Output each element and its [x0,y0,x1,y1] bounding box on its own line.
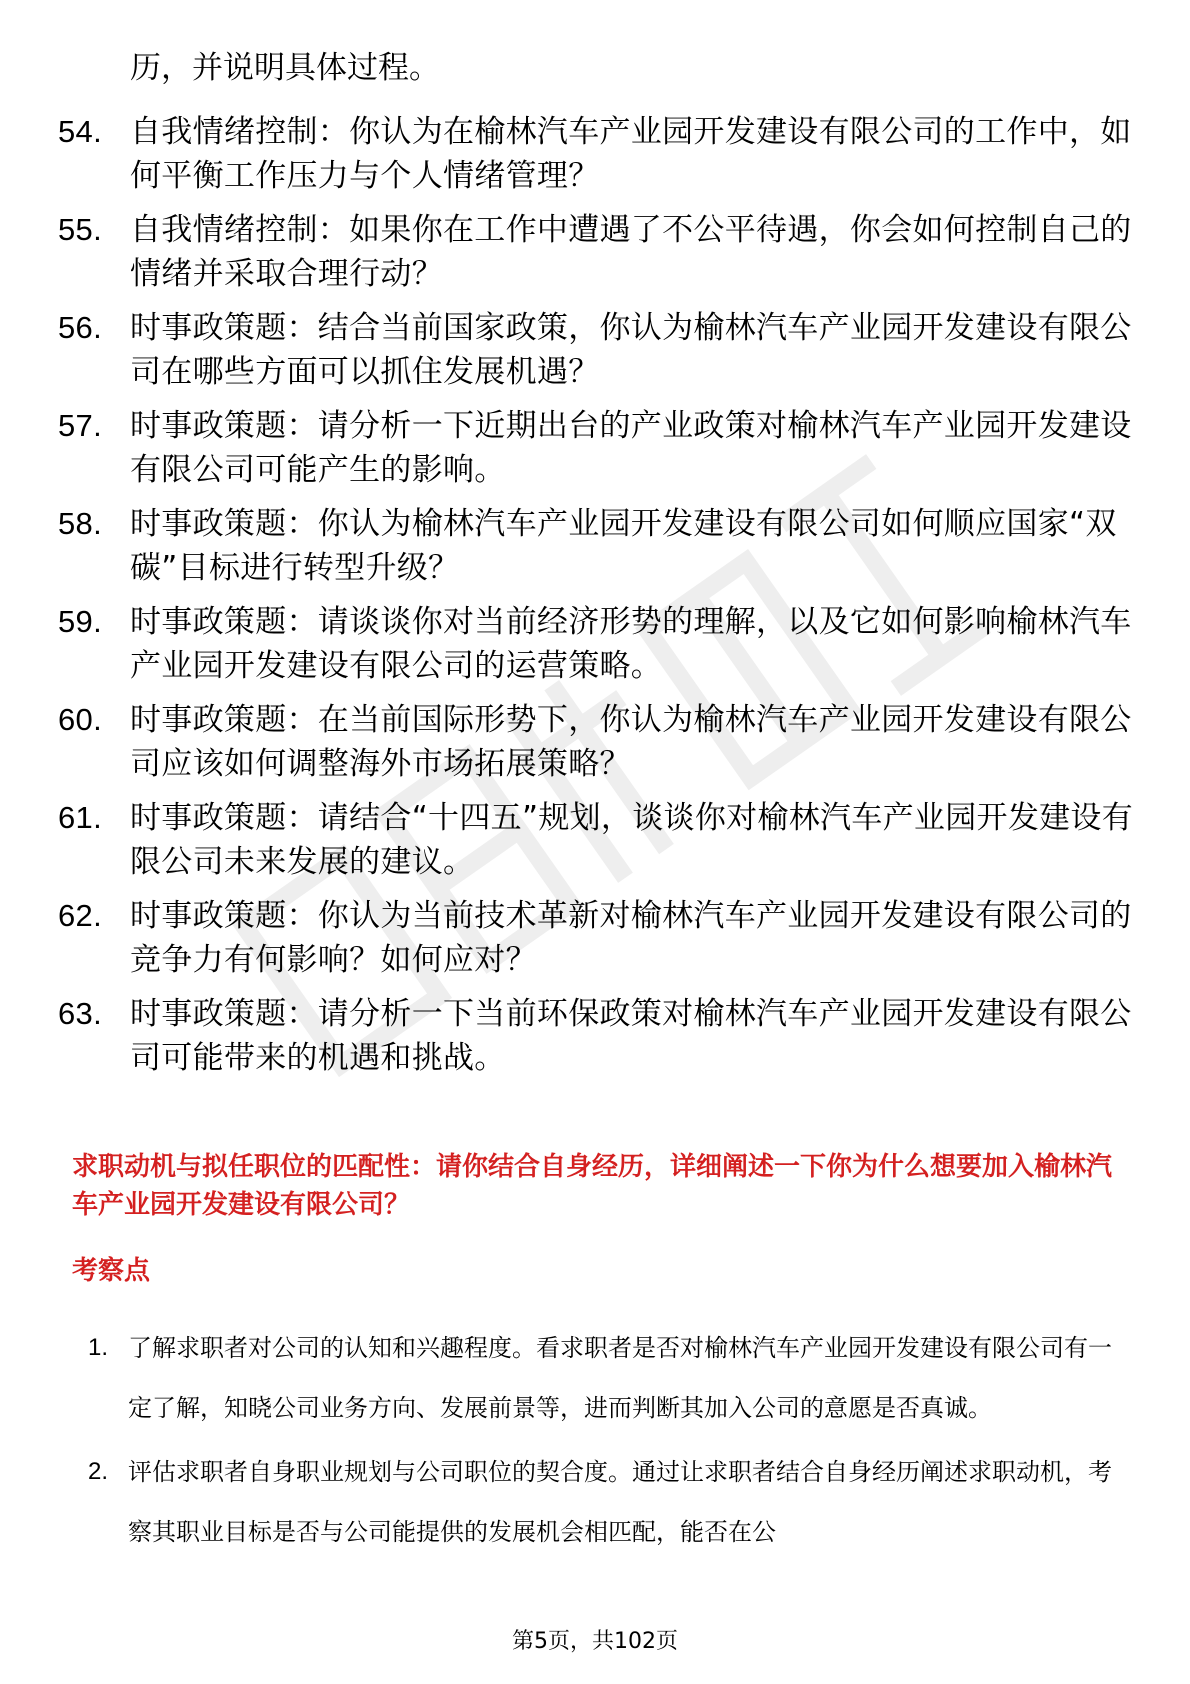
item-text: 了解求职者对公司的认知和兴趣程度。看求职者是否对榆林汽车产业园开发建设有限公司有一定了解，知晓公司业务方向、发展前景等，进而判断其加入公司的意愿是否真诚。 [128,1334,1112,1422]
page-footer: 第5页，共102页 [512,1629,678,1654]
item-text: 时事政策题：请结合“十四五”规划，谈谈你对榆林汽车产业园开发建设有限公司未来发展的建议。 [130,800,1134,880]
item-number: 60. [58,702,102,737]
section-heading: 求职动机与拟任职位的匹配性：请你结合自身经历，详细阐述一下你为什么想要加入榆林汽车产业园开发建设有限公司？ [72,1152,1113,1220]
list-item [58,208,1138,296]
item-number: 61. [58,800,102,835]
item-text: 评估求职者自身职业规划与公司职位的契合度。通过让求职者结合自身经历阐述求职动机，考察其职业目标是否与公司能提供的发展机会相匹配，能否在公 [128,1458,1112,1546]
item-text: 时事政策题：请分析一下当前环保政策对榆林汽车产业园开发建设有限公司可能带来的机遇和挑战。 [130,996,1132,1076]
continuation-text: 历，并说明具体过程。 [130,50,440,86]
list-item [58,796,1138,884]
list-item [58,306,1138,394]
list-item [58,404,1138,492]
item-number: 1. [88,1334,109,1361]
points-list [88,1318,1128,1566]
item-text: 时事政策题：结合当前国家政策，你认为榆林汽车产业园开发建设有限公司在哪些方面可以抓住发展机遇？ [130,310,1132,390]
item-text: 时事政策题：在当前国际形势下，你认为榆林汽车产业园开发建设有限公司应该如何调整海外市场拓展策略？ [130,702,1132,782]
item-number: 56. [58,310,102,345]
item-text: 时事政策题：请谈谈你对当前经济形势的理解，以及它如何影响榆林汽车产业园开发建设有限公司的运营策略。 [130,604,1132,684]
item-text: 时事政策题：你认为当前技术革新对榆林汽车产业园开发建设有限公司的竞争力有何影响？如何应对？ [130,898,1132,978]
list-item [58,600,1138,688]
item-text: 时事政策题：你认为榆林汽车产业园开发建设有限公司如何顺应国家“双碳”目标进行转型升级？ [130,506,1117,586]
list-item [58,992,1138,1080]
item-number: 63. [58,996,102,1031]
item-number: 2. [88,1458,109,1485]
list-item [88,1442,1128,1562]
list-item [88,1318,1128,1438]
item-number: 58. [58,506,102,541]
item-number: 62. [58,898,102,933]
list-item [58,110,1138,198]
section-subheading: 考察点 [72,1256,151,1286]
item-text: 自我情绪控制：如果你在工作中遭遇了不公平待遇，你会如何控制自己的情绪并采取合理行动？ [130,212,1132,292]
list-item [58,698,1138,786]
item-text: 时事政策题：请分析一下近期出台的产业政策对榆林汽车产业园开发建设有限公司可能产生的影响。 [130,408,1132,488]
item-text: 自我情绪控制：你认为在榆林汽车产业园开发建设有限公司的工作中，如何平衡工作压力与个人情绪管理？ [130,114,1132,194]
question-list [58,110,1138,1090]
item-number: 59. [58,604,102,639]
list-item [58,894,1138,982]
item-number: 54. [58,114,102,149]
item-number: 57. [58,408,102,443]
item-number: 55. [58,212,102,247]
list-item [58,502,1138,590]
